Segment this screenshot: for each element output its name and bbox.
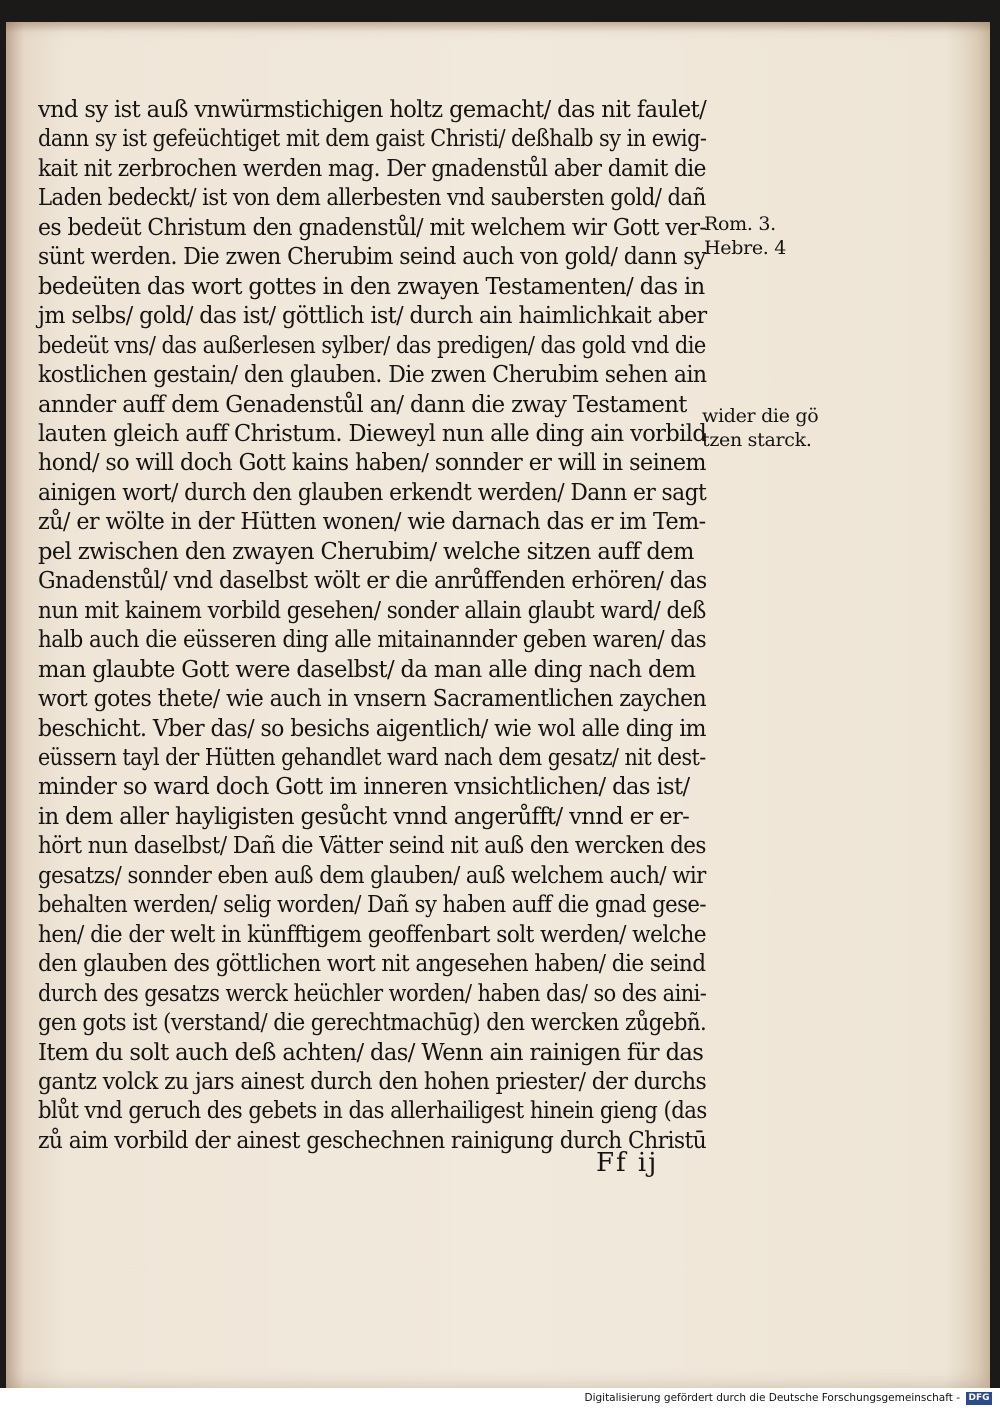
text-line: hört nun daselbst/ Dañ die Vätter seind nit auß den wercken des xyxy=(38,833,706,860)
text-line: Item du solt auch deß achten/ das/ Wenn ain rainigen für das xyxy=(38,1039,704,1066)
text-line: man glaubte Gott were daselbst/ da man alle ding nach dem xyxy=(38,656,696,683)
text-line: gesatzs/ sonnder eben auß dem glauben/ auß welchem auch/ wir xyxy=(38,862,706,889)
text-line: behalten werden/ selig worden/ Dañ sy haben auff die gnad gese- xyxy=(38,892,706,919)
text-line: hen/ die der welt in künfftigem geoffenbart solt werden/ welche xyxy=(38,921,706,948)
text-line: nun mit kainem vorbild gesehen/ sonder allain glaubt ward/ deß xyxy=(38,597,706,624)
text-line: eüssern tayl der Hütten gehandlet ward nach dem gesatz/ nit dest- xyxy=(38,744,706,771)
text-line: beschicht. Vber das/ so besichs aigentlich/ wie wol alle ding im xyxy=(38,715,706,742)
text-line: in dem aller hayligisten gesůcht vnnd angerůfft/ vnnd er er- xyxy=(38,803,690,830)
text-line: kait nit zerbrochen werden mag. Der gnadenstůl aber damit die xyxy=(38,155,706,182)
text-line: bedeüt vns/ das außerlesen sylber/ das predigen/ das gold vnd die xyxy=(38,332,706,359)
text-line: den glauben des göttlichen wort nit angesehen haben/ die seind xyxy=(38,951,706,978)
text-line: Laden bedeckt/ ist von dem allerbesten vnd saubersten gold/ dañ xyxy=(38,185,706,212)
signature-mark: Ff ij xyxy=(596,1148,659,1178)
text-line: hond/ so will doch Gott kains haben/ sonnder er will in seinem xyxy=(38,450,706,477)
text-line: ainigen wort/ durch den glauben erkendt werden/ Dann er sagt xyxy=(38,479,707,506)
margin-note-line: wider die gö xyxy=(702,405,819,427)
funding-credit: Digitalisierung gefördert durch die Deutsche Forschungsgemeinschaft - xyxy=(584,1392,960,1404)
dfg-logo: DFG xyxy=(966,1392,992,1405)
footer-bar xyxy=(0,1388,1000,1410)
text-line: gantz volck zu jars ainest durch den hohen priester/ der durchs xyxy=(38,1068,707,1095)
text-line: wort gotes thete/ wie auch in vnsern Sacramentlichen zaychen xyxy=(38,686,707,713)
text-line: zů aim vorbild der ainest geschechnen rainigung durch Christū xyxy=(38,1127,707,1154)
text-line: kostlichen gestain/ den glauben. Die zwen Cherubim sehen ain xyxy=(38,362,707,389)
text-line: Gnadenstůl/ vnd daselbst wölt er die anrůffenden erhören/ das xyxy=(38,568,707,595)
text-line: sünt werden. Die zwen Cherubim seind auch von gold/ dann sy xyxy=(38,244,706,271)
text-line: zů/ er wölte in der Hütten wonen/ wie darnach das er im Tem- xyxy=(38,509,706,536)
text-line: durch des gesatzs werck heüchler worden/ haben das/ so des aini- xyxy=(38,980,707,1007)
text-line: gen gots ist (verstand/ die gerechtmachūg) den wercken zůgebñ. xyxy=(38,1010,707,1037)
text-line: lauten gleich auff Christum. Dieweyl nun alle ding ain vorbild xyxy=(38,420,707,447)
margin-note-line: Hebre. 4 xyxy=(704,237,787,259)
text-line: halb auch die eüsseren ding alle mitainannder geben waren/ das xyxy=(38,627,707,654)
text-line: minder so ward doch Gott im inneren vnsichtlichen/ das ist/ xyxy=(38,774,690,801)
text-line: jm selbs/ gold/ das ist/ göttlich ist/ durch ain haimlichkait aber xyxy=(38,303,707,330)
text-line: pel zwischen den zwayen Cherubim/ welche sitzen auff dem xyxy=(38,538,694,565)
main-text-block xyxy=(38,96,718,1156)
margin-note-line: Rom. 3. xyxy=(704,213,776,235)
margin-note-scripture-reference xyxy=(704,212,786,260)
text-line: es bedeüt Christum den gnadenstůl/ mit welchem wir Gott ver- xyxy=(38,214,707,241)
margin-note-line: tzen starck. xyxy=(702,429,812,451)
margin-note-topic xyxy=(702,404,818,452)
text-line: annder auff dem Genadenstůl an/ dann die zway Testament xyxy=(38,391,687,418)
text-line: vnd sy ist auß vnwürmstichigen holtz gemacht/ das nit faulet/ xyxy=(38,97,707,123)
text-line: dann sy ist gefeüchtiget mit dem gaist Christi/ deßhalb sy in ewig- xyxy=(38,126,707,153)
text-line: bedeüten das wort gottes in den zwayen Testamenten/ das in xyxy=(38,273,705,300)
page-top-edge xyxy=(6,22,990,32)
text-line: blůt vnd geruch des gebets in das allerhailigest hinein gieng (das xyxy=(38,1098,707,1125)
